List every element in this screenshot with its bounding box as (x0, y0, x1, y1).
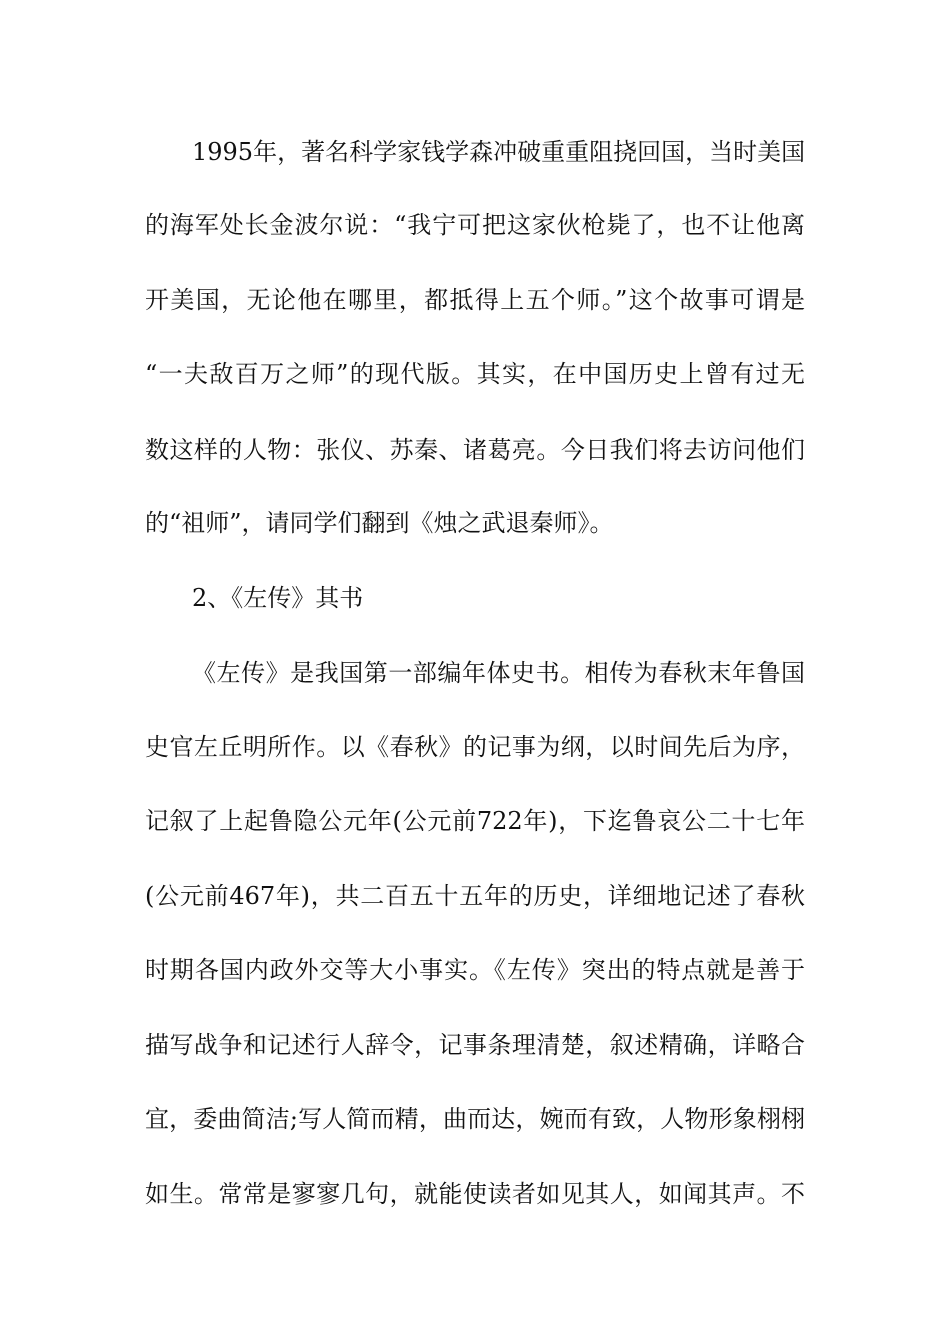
text-line: 的“祖师”，请同学们翻到《烛之武退秦师》。 (145, 509, 614, 537)
text-line: 如生。常常是寥寥几句，就能使读者如见其人，如闻其声。不 (145, 1180, 805, 1208)
text-line: 记叙了上起鲁隐公元年(公元前722年)，下迄鲁哀公二十七年 (145, 807, 805, 835)
paragraph-2-line-1 (0, 653, 950, 693)
paragraph-2-line-3 (0, 801, 950, 841)
text-line: 数这样的人物：张仪、苏秦、诸葛亮。今日我们将去访问他们 (145, 436, 805, 464)
paragraph-1-line-3 (0, 280, 950, 320)
paragraph-2-line-2 (0, 727, 950, 767)
text-line: 开美国，无论他在哪里，都抵得上五个师。”这个故事可谓是 (145, 286, 805, 314)
text-line: 《左传》是我国第一部编年体史书。相传为春秋末年鲁国 (192, 659, 805, 687)
section-heading-text: 2、《左传》其书 (192, 584, 364, 612)
paragraph-2-line-5 (0, 950, 950, 990)
text-line: 描写战争和记述行人辞令，记事条理清楚，叙述精确，详略合 (145, 1031, 805, 1059)
paragraph-2-line-6 (0, 1025, 950, 1065)
paragraph-2-line-7 (0, 1099, 950, 1139)
paragraph-1-line-1 (0, 132, 950, 172)
text-line: 宜，委曲简洁;写人简而精，曲而达，婉而有致，人物形象栩栩 (145, 1105, 805, 1133)
paragraph-1-line-4 (0, 354, 950, 394)
text-line: 1995年，著名科学家钱学森冲破重重阻挠回国，当时美国 (192, 138, 806, 166)
section-heading (0, 578, 950, 618)
text-line: 时期各国内政外交等大小事实。《左传》突出的特点就是善于 (145, 956, 805, 984)
paragraph-1-line-5 (0, 430, 950, 470)
paragraph-2-line-8 (0, 1174, 950, 1214)
text-line: 的海军处长金波尔说：“我宁可把这家伙枪毙了，也不让他离 (145, 211, 805, 239)
text-line: (公元前467年)，共二百五十五年的历史，详细地记述了春秋 (145, 882, 805, 910)
text-line: 史官左丘明所作。以《春秋》的记事为纲，以时间先后为序， (145, 733, 805, 761)
paragraph-2-line-4 (0, 876, 950, 916)
text-line: “一夫敌百万之师”的现代版。其实，在中国历史上曾有过无 (145, 360, 805, 388)
paragraph-1-line-6 (0, 503, 950, 543)
paragraph-1-line-2 (0, 205, 950, 245)
